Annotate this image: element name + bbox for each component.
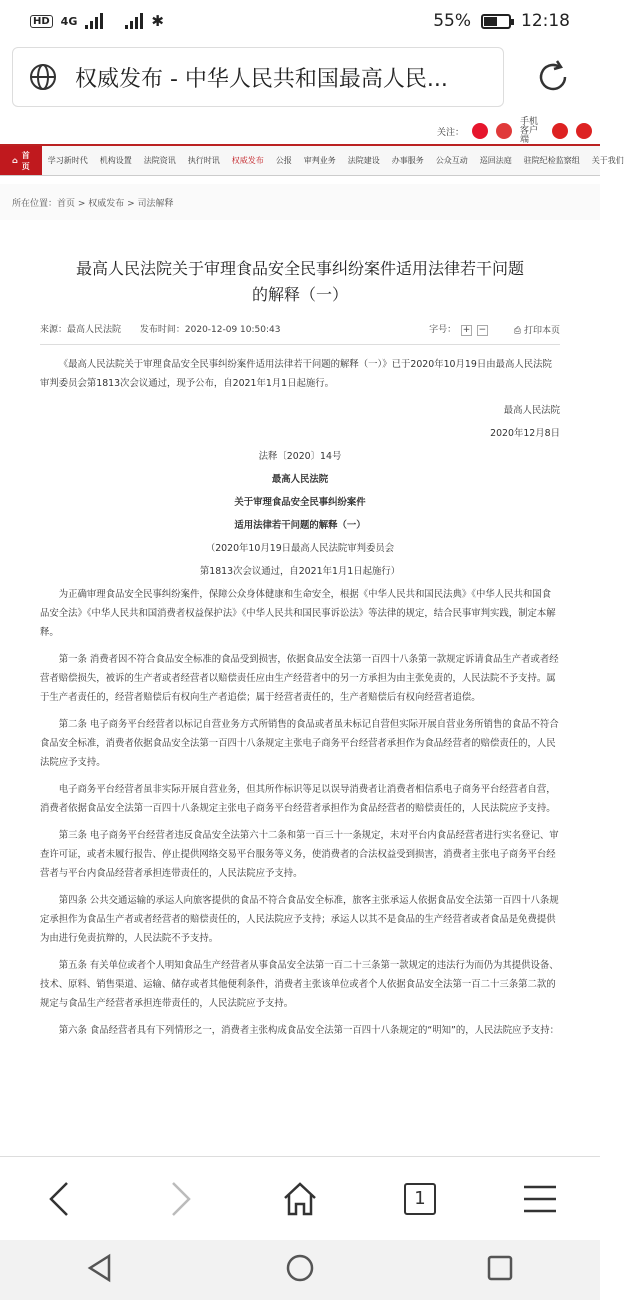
paragraph: 第二条 电子商务平台经营者以标记自营业务方式所销售的食品或者虽未标记自营但实际开展自营业务所销售的食品不符合食品安全标准，消费者依据食品安全法第一百四十八条规定主张电子商务平台经营者承担作为食品经营者的赔偿责任的，人民法院应予支持。: [40, 719, 559, 768]
status-bar: [0, 0, 600, 42]
menu-button[interactable]: [510, 1169, 570, 1229]
nav-item[interactable]: 机构设置: [99, 156, 132, 165]
home-icon: ⌂: [12, 156, 18, 165]
nav-item[interactable]: 公报: [275, 156, 292, 165]
triangle-back-icon: [85, 1253, 115, 1283]
nav-item[interactable]: 法院建设: [347, 156, 380, 165]
battery-icon: [481, 14, 511, 29]
paragraph: 电子商务平台经营者虽非实际开展自营业务，但其所作标识等足以误导消费者让消费者相信系电子商务平台经营者自营，消费者依据食品安全法第一百四十八条规定主张电子商务平台经营者承担作为食品经营者的赔偿责任的，人民法院应予支持。: [40, 784, 556, 814]
publish-time: 发布时间：2020-12-09 10:50:43: [139, 325, 281, 335]
paragraph: 第三条 电子商务平台经营者违反食品安全法第六十二条和第一百三十一条规定，未对平台内食品经营者进行实名登记、审查许可证，或者未履行报告、停止提供网络交易平台服务等义务，使消费者的合法权益受到损害，消费者主张电子商务平台经营者与平台内食品经营者承担连带责任的，人民法院应予支持。: [40, 830, 559, 879]
nav-item-active[interactable]: 权威发布: [231, 156, 264, 165]
tabs-count: 1: [414, 1188, 426, 1209]
print-label: 打印本页: [523, 325, 560, 336]
tabs-button[interactable]: [390, 1169, 450, 1229]
font-decrease-button[interactable]: −: [478, 325, 487, 335]
font-increase-button[interactable]: +: [462, 325, 471, 335]
address-bar[interactable]: [12, 47, 504, 107]
nav-item[interactable]: 公众互动: [435, 156, 468, 165]
weibo-icon[interactable]: [472, 123, 488, 139]
chevron-left-icon: [45, 1181, 75, 1217]
browser-toolbar: [0, 42, 600, 112]
system-nav-bar: [0, 1240, 600, 1300]
home-button[interactable]: [270, 1169, 330, 1229]
forward-button[interactable]: [150, 1169, 210, 1229]
nav-item[interactable]: 关于我们: [591, 156, 624, 165]
apple-icon[interactable]: [552, 123, 568, 139]
nav-home[interactable]: [0, 146, 42, 175]
article: [0, 256, 600, 1040]
back-button[interactable]: [30, 1169, 90, 1229]
breadcrumb[interactable]: 所在位置：首页 > 权威发布 > 司法解释: [0, 184, 600, 220]
chevron-right-icon: [165, 1181, 195, 1217]
battery-percent: 55%: [433, 11, 471, 31]
reload-button[interactable]: [518, 47, 588, 107]
browser-bottom-nav: [0, 1156, 600, 1240]
nav-home-label: 首页: [21, 150, 30, 171]
network-label: 4G: [60, 14, 78, 28]
print-button[interactable]: [514, 323, 560, 336]
article-body: [40, 355, 560, 1040]
site-nav: [0, 144, 624, 176]
signal-icon-2: [125, 13, 143, 29]
tabs-icon: [404, 1183, 436, 1215]
system-recents-button[interactable]: [485, 1253, 515, 1287]
doc-heading-1: 最高人民法院: [271, 474, 329, 485]
printer-icon: ⎙: [513, 325, 522, 336]
system-back-button[interactable]: [85, 1253, 115, 1287]
signal-icon: [85, 13, 103, 29]
title-line-2: 的解释（一）: [251, 285, 348, 304]
nav-item[interactable]: 执行时讯: [187, 156, 220, 165]
doc-number: 法释〔2020〕14号: [258, 451, 342, 462]
adoption-note-1: （2020年10月19日最高人民法院审判委员会: [205, 543, 395, 554]
mobile-client-link[interactable]: 手机客户端: [520, 116, 539, 145]
bluetooth-icon: ✱: [151, 12, 164, 30]
signer: 最高人民法院: [503, 405, 560, 416]
source-label: 来源：最高人民法院: [40, 325, 122, 335]
menu-icon: [522, 1184, 558, 1214]
android-icon[interactable]: [576, 123, 592, 139]
hd-badge: HD: [30, 15, 53, 28]
paragraph: 第六条 食品经营者具有下列情形之一，消费者主张构成食品安全法第一百四十八条规定的“明知”的，人民法院应予支持：: [58, 1025, 559, 1036]
font-size-label: 字号：: [429, 325, 457, 335]
nav-item[interactable]: 巡回法庭: [479, 156, 512, 165]
paragraph: 为正确审理食品安全民事纠纷案件，保障公众身体健康和生命安全，根据《中华人民共和国民法典》《中华人民共和国食品安全法》《中华人民共和国消费者权益保护法》《中华人民共和国民事诉讼法》等法律的规定，结合民事审判实践，制定本解释。: [40, 589, 556, 638]
doc-heading-2: 关于审理食品安全民事纠纷案件: [234, 497, 366, 508]
page-title-in-address: 权威发布 - 中华人民共和国最高人民...: [75, 66, 448, 92]
title-line-1: 最高人民法院关于审理食品安全民事纠纷案件适用法律若干问题: [75, 259, 524, 278]
article-title: [40, 256, 560, 308]
font-size-control: [429, 322, 488, 336]
nav-item[interactable]: 办事服务: [391, 156, 424, 165]
site-top-bar: [0, 118, 600, 144]
article-meta: [40, 322, 560, 345]
nav-item[interactable]: 法院资讯: [143, 156, 176, 165]
circle-home-icon: [285, 1253, 315, 1283]
nav-item[interactable]: 驻院纪检监察组: [523, 156, 580, 165]
status-right: [433, 11, 570, 31]
intro-paragraph: 《最高人民法院关于审理食品安全民事纠纷案件适用法律若干问题的解释（一）》已于2020年10月19日由最高人民法院审判委员会第1813次会议通过，现予公布，自2021年1月1日起施行。: [40, 359, 552, 389]
status-left: [30, 12, 164, 30]
adoption-note-2: 第1813次会议通过，自2021年1月1日起施行）: [199, 566, 401, 577]
square-recents-icon: [485, 1253, 515, 1283]
wechat-icon[interactable]: [496, 123, 512, 139]
doc-heading-3: 适用法律若干问题的解释（一）: [234, 520, 366, 531]
reload-icon: [533, 57, 573, 97]
home-icon: [282, 1181, 318, 1217]
paragraph: 第四条 公共交通运输的承运人向旅客提供的食品不符合食品安全标准，旅客主张承运人依据食品安全法第一百四十八条规定承担作为食品生产者或者经营者的赔偿责任的，人民法院应予支持；承运人以其不是食品的生产经营者或者食品是免费提供为由进行免责抗辩的，人民法院不予支持。: [40, 895, 559, 944]
paragraph: 第五条 有关单位或者个人明知食品生产经营者从事食品安全法第一百二十三条第一款规定的违法行为而仍为其提供设备、技术、原料、销售渠道、运输、储存或者其他便利条件，消费者主张该单位或者个人依据食品安全法第一百二十三条第二款的规定与食品生产经营者承担连带责任的，人民法院应予支持。: [40, 960, 559, 1009]
nav-item[interactable]: 审判业务: [303, 156, 336, 165]
globe-icon: [29, 63, 57, 91]
system-home-button[interactable]: [285, 1253, 315, 1287]
paragraph: 第一条 消费者因不符合食品安全标准的食品受到损害，依据食品安全法第一百四十八条第一款规定诉请食品生产者或者经营者赔偿损失，被诉的生产者或者经营者以赔偿责任应由生产经营者中的另一方承担为由主张免责的，人民法院不予支持。属于生产者责任的，经营者赔偿后有权向生产者追偿；属于经营者责任的，生产者赔偿后有权向经营者追偿。: [40, 654, 559, 703]
nav-item[interactable]: 学习新时代: [47, 156, 88, 165]
follow-label: 关注：: [436, 127, 464, 138]
clock: 12:18: [521, 11, 570, 31]
sign-date: 2020年12月8日: [490, 428, 560, 439]
